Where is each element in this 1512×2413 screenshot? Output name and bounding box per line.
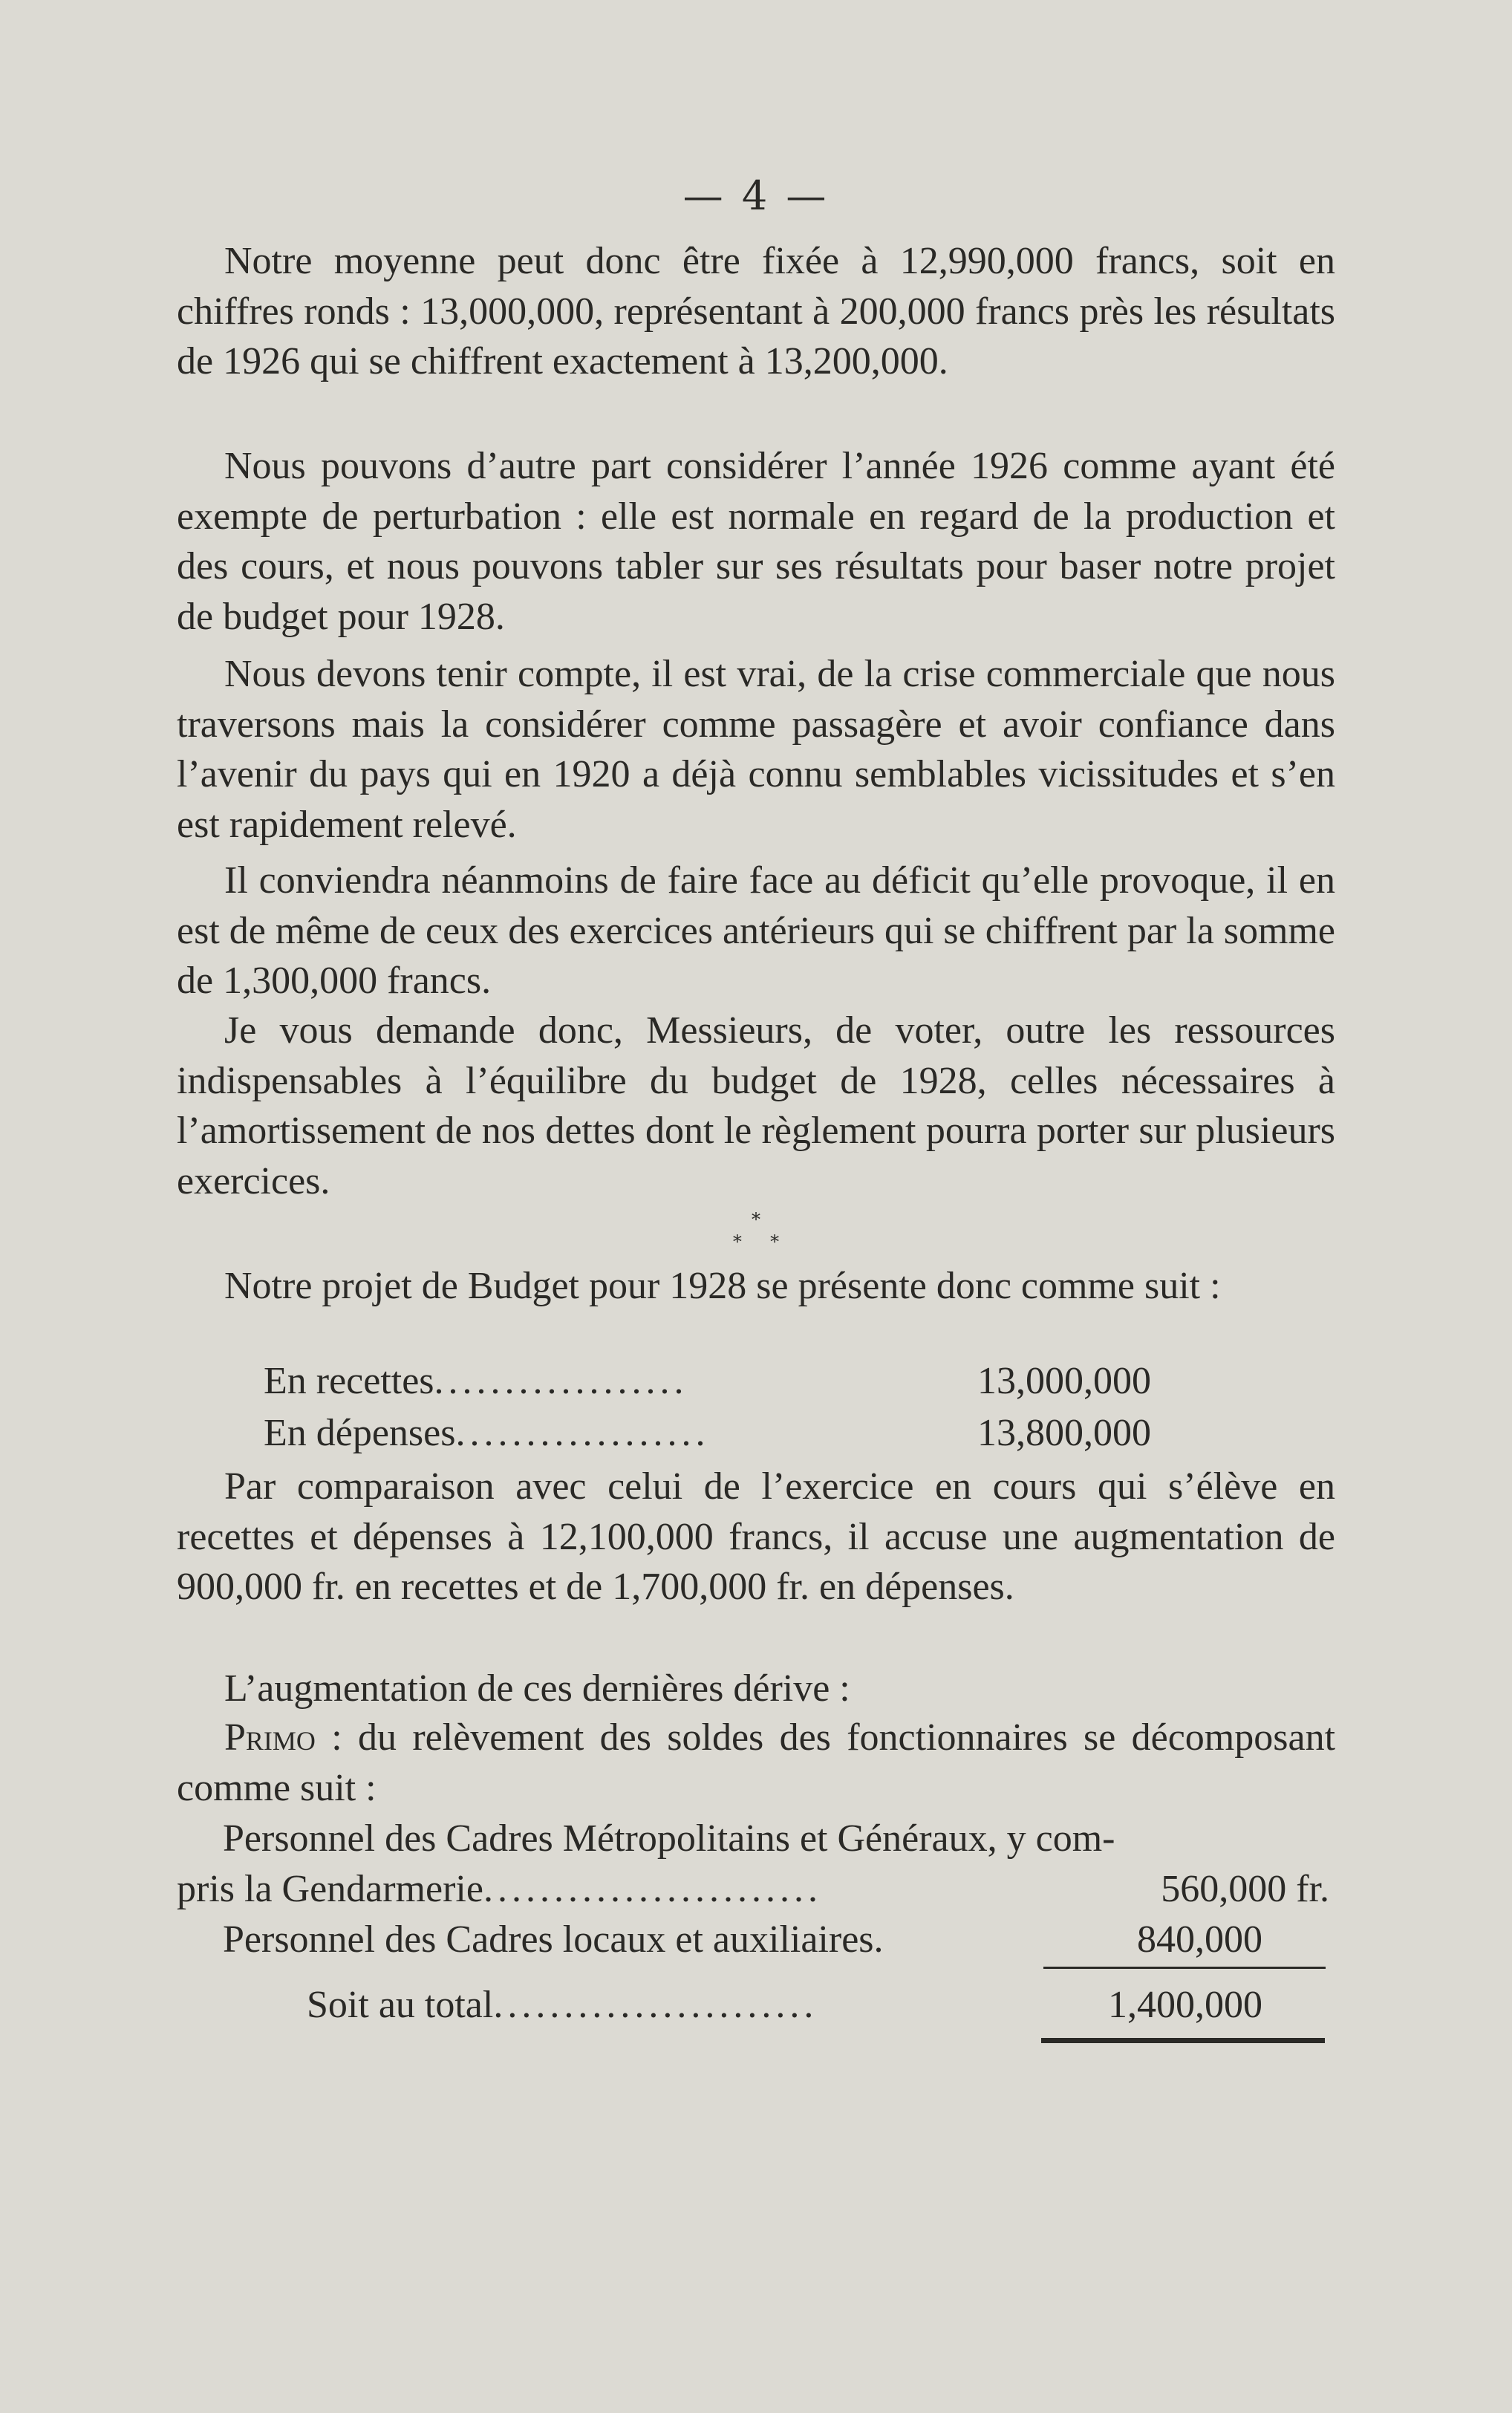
leader-dots: .................. — [434, 1360, 688, 1402]
page-number: — 4 — — [682, 172, 830, 219]
sum-rule — [1043, 1967, 1326, 1969]
paragraph-comparaison: Par comparaison avec celui de l’exercice en cours qui s’élève en recettes et dépenses à 12,100,000 francs, il accuse une augmentation de 900,000 fr. en recettes et de 1,700,000 fr. en dépenses. — [177, 1465, 1335, 1608]
budget-row-depenses — [264, 1411, 709, 1456]
paragraph-deficit: Il conviendra néanmoins de faire face au déficit qu’elle provoque, il en est de même de ceux des exercices antérieurs qui se chiffrent par la somme de 1,300,000 francs. — [177, 859, 1335, 1002]
leader-dots: ........................ — [483, 1868, 822, 1910]
paragraph-primo — [177, 1713, 1335, 1813]
recettes-value: 13,000,000 — [977, 1360, 1151, 1402]
personnel-row1-line2 — [177, 1867, 822, 1912]
depenses-label: En dépenses — [264, 1412, 456, 1454]
total-value: 1,400,000 — [1108, 1984, 1262, 2026]
total-double-rule — [1041, 2038, 1325, 2043]
gendarmerie-label: pris la Gendarmerie — [177, 1868, 483, 1910]
leader-dots: .................. — [455, 1412, 710, 1454]
leader-dots: ....................... — [493, 1984, 818, 2026]
paragraph-demande: Je vous demande donc, Messieurs, de voter, outre les ressources indispensables à l’équilibre du budget de 1928, celles nécessaires à l’amortissement de nos dettes dont le règlement pourra porter sur plusieurs exercices. — [177, 1009, 1335, 1202]
paragraph-projet: Notre projet de Budget pour 1928 se présente donc comme suit : — [224, 1265, 1221, 1307]
paragraph-augmentation: L’augmentation de ces dernières dérive : — [224, 1667, 850, 1710]
personnel-row2-label: Personnel des Cadres locaux et auxiliaires. — [223, 1918, 884, 1961]
paragraph-moyenne: Notre moyenne peut donc être fixée à 12,990,000 francs, soit en chiffres ronds : 13,000,000, représentant à 200,000 francs près les résultats de 1926 qui se chiffrent exactement à 13,200,000. — [177, 240, 1335, 382]
separator-star: * — [752, 1209, 760, 1230]
paragraph-annee-1926: Nous pouvons d’autre part considérer l’année 1926 comme ayant été exempte de perturbation : elle est normale en regard de la production et des cours, et nous pouvons tabler sur ses résultats pour baser notre projet de budget pour 1928. — [177, 445, 1335, 638]
total-label: Soit au total — [307, 1984, 494, 2026]
paragraph-crise: Nous devons tenir compte, il est vrai, de la crise commerciale que nous traversons mais la considérer comme passagère et avoir confiance dans l’avenir du pays qui en 1920 a déjà connu semblables vicissitudes et s’en est rapidement relevé. — [177, 653, 1335, 846]
personnel-row2-value: 840,000 — [1137, 1918, 1262, 1961]
depenses-value: 13,800,000 — [977, 1412, 1151, 1454]
separator-star: * — [732, 1231, 742, 1252]
separator-star: * — [770, 1231, 780, 1252]
personnel-row1-line1: Personnel des Cadres Métropolitains et Généraux, y com- — [223, 1817, 1115, 1860]
primo-label: Primo : — [224, 1716, 342, 1759]
asterism-bottom — [0, 1233, 1512, 1251]
asterism-top — [0, 1211, 1512, 1228]
budget-row-recettes — [264, 1359, 688, 1404]
recettes-label: En recettes — [264, 1360, 434, 1402]
personnel-row1-value: 560,000 fr. — [1161, 1868, 1329, 1910]
primo-text: du relèvement des soldes des fonctionnaires se décomposant comme suit : — [177, 1716, 1336, 1809]
total-row — [307, 1983, 818, 2028]
